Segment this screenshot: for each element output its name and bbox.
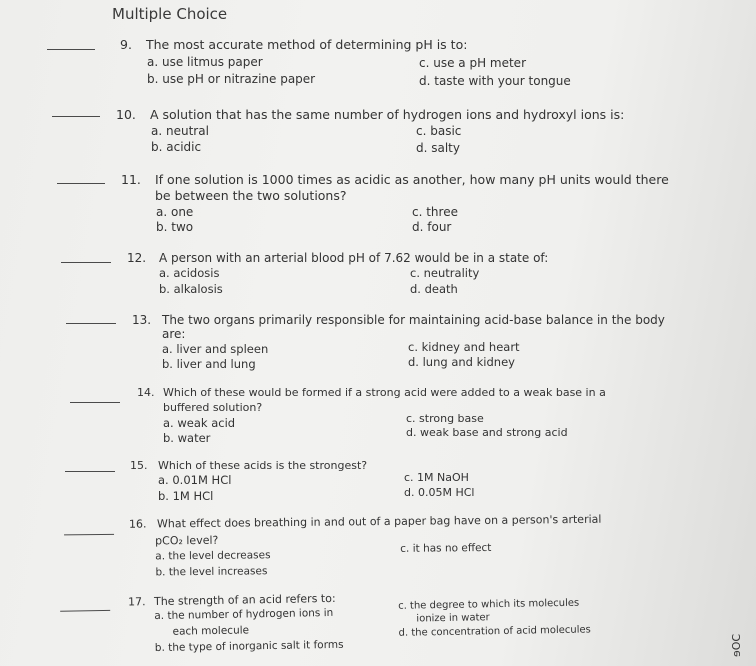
option-a-continued: each molecule	[172, 624, 250, 638]
option-a: a. acidosis	[159, 266, 220, 280]
answer-blank[interactable]	[60, 610, 110, 612]
answer-blank[interactable]	[47, 49, 95, 50]
question-number: 14.	[137, 386, 155, 399]
question-stem	[129, 512, 602, 532]
question-number: 17.	[127, 595, 146, 609]
answer-blank[interactable]	[52, 116, 100, 117]
question-number: 15.	[130, 459, 148, 472]
option-b: b. the level increases	[155, 565, 268, 579]
option-a: a. one	[156, 205, 194, 219]
stem-line: What effect does breathing in and out of a paper bag have on a person's arterial	[156, 512, 602, 531]
option-d: d. taste with your tongue	[419, 74, 571, 88]
question-number: 9.	[120, 37, 132, 52]
option-c: c. use a pH meter	[419, 56, 526, 70]
option-d: d. weak base and strong acid	[406, 426, 568, 439]
edge-mark: ɘOC	[729, 633, 743, 658]
answer-blank[interactable]	[65, 471, 115, 472]
question-number: 13.	[132, 313, 152, 327]
option-a: a. the level decreases	[155, 549, 271, 563]
answer-blank[interactable]	[70, 402, 120, 403]
question-number: 16.	[128, 517, 147, 531]
question-stem	[130, 458, 367, 473]
stem-line: pCO₂ level?	[155, 533, 219, 548]
option-b: b. acidic	[151, 140, 202, 154]
stem-line: A solution that has the same number of hydrogen ions and hydroxyl ions is:	[150, 107, 625, 122]
option-d: d. the concentration of acid molecules	[398, 624, 591, 639]
option-d: d. salty	[416, 141, 460, 155]
option-c: c. 1M NaOH	[404, 471, 469, 484]
option-b: b. water	[163, 431, 211, 445]
option-b: b. liver and lung	[162, 357, 256, 371]
option-c: c. the degree to which its molecules	[398, 597, 580, 612]
option-c: c. basic	[416, 124, 462, 138]
option-d: d. four	[412, 220, 452, 234]
page-title: Multiple Choice	[112, 5, 228, 23]
option-c-continued: ionize in water	[416, 612, 490, 625]
question-number: 11.	[121, 172, 141, 187]
question-number: 12.	[127, 251, 147, 265]
stem-line: are:	[162, 327, 186, 341]
option-a: a. use litmus paper	[147, 55, 263, 69]
question-stem	[137, 385, 606, 400]
option-c: c. neutrality	[410, 266, 480, 280]
stem-line: Which of these would be formed if a strong acid were added to a weak base in a	[163, 386, 606, 399]
option-d: d. lung and kidney	[408, 355, 515, 369]
answer-blank[interactable]	[66, 323, 116, 324]
option-d: d. death	[410, 282, 458, 296]
answer-blank[interactable]	[64, 534, 114, 536]
option-a: a. the number of hydrogen ions in	[154, 606, 334, 623]
option-d: d. 0.05M HCl	[404, 486, 475, 499]
stem-line: The strength of an acid refers to:	[153, 591, 336, 609]
question-stem	[127, 251, 548, 266]
option-b: b. the type of inorganic salt it forms	[154, 638, 344, 655]
option-a: a. neutral	[151, 124, 209, 138]
option-a: a. weak acid	[163, 416, 236, 430]
option-c: c. three	[412, 205, 458, 219]
question-stem	[132, 313, 665, 328]
question-number: 10.	[116, 107, 136, 122]
stem-line: A person with an arterial blood pH of 7.62 would be in a state of:	[159, 251, 549, 265]
option-c: c. strong base	[406, 412, 484, 425]
stem-line: If one solution is 1000 times as acidic as another, how many pH units would there	[155, 172, 669, 187]
option-a: a. 0.01M HCl	[158, 473, 232, 487]
option-b: b. 1M HCl	[158, 489, 214, 503]
option-a: a. liver and spleen	[162, 342, 269, 356]
answer-blank[interactable]	[57, 183, 105, 184]
stem-line: The most accurate method of determining pH is to:	[146, 37, 468, 52]
stem-line: The two organs primarily responsible for maintaining acid-base balance in the body	[162, 313, 665, 327]
stem-line: Which of these acids is the strongest?	[158, 459, 368, 472]
option-b: b. two	[156, 220, 194, 234]
stem-line: be between the two solutions?	[155, 188, 347, 203]
question-stem	[120, 37, 467, 52]
option-c: c. kidney and heart	[408, 340, 520, 354]
option-b: b. alkalosis	[159, 282, 223, 296]
answer-blank[interactable]	[61, 262, 111, 263]
question-stem	[121, 172, 669, 187]
stem-line: buffered solution?	[163, 401, 263, 414]
question-stem	[116, 107, 624, 122]
option-c: c. it has no effect	[400, 541, 492, 555]
option-b: b. use pH or nitrazine paper	[147, 72, 316, 86]
